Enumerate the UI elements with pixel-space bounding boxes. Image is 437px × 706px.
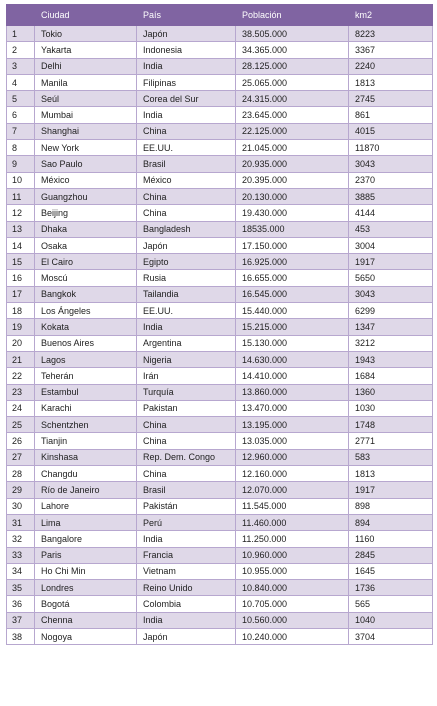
header-city: Ciudad [35,5,137,26]
area-cell: 1917 [349,254,433,270]
city-cell: Guangzhou [35,188,137,204]
city-cell: Londres [35,580,137,596]
country-cell: Filipinas [137,74,236,90]
rank-cell: 2 [7,42,35,58]
table-row [7,303,433,319]
rank-cell: 13 [7,221,35,237]
rank-cell: 24 [7,400,35,416]
area-cell: 1347 [349,319,433,335]
country-cell: Reino Unido [137,580,236,596]
country-cell: China [137,188,236,204]
table-row [7,400,433,416]
country-cell: EE.UU. [137,140,236,156]
header-country: País [137,5,236,26]
city-cell: Río de Janeiro [35,482,137,498]
table-row [7,254,433,270]
city-cell: Kokata [35,319,137,335]
rank-cell: 30 [7,498,35,514]
rank-cell: 23 [7,384,35,400]
area-cell: 2845 [349,547,433,563]
area-cell: 1030 [349,400,433,416]
population-cell: 34.365.000 [236,42,349,58]
rank-cell: 21 [7,351,35,367]
population-cell: 13.470.000 [236,400,349,416]
population-cell: 10.960.000 [236,547,349,563]
area-cell: 6299 [349,303,433,319]
country-cell: China [137,466,236,482]
population-cell: 10.240.000 [236,628,349,644]
country-cell: China [137,123,236,139]
rank-cell: 7 [7,123,35,139]
rank-cell: 31 [7,514,35,530]
population-cell: 19.430.000 [236,205,349,221]
area-cell: 894 [349,514,433,530]
population-cell: 20.935.000 [236,156,349,172]
rank-cell: 10 [7,172,35,188]
population-cell: 28.125.000 [236,58,349,74]
population-cell: 12.070.000 [236,482,349,498]
country-cell: India [137,612,236,628]
table-row [7,384,433,400]
header-area: km2 [349,5,433,26]
city-cell: Schentzhen [35,417,137,433]
area-cell: 4015 [349,123,433,139]
country-cell: Japón [137,237,236,253]
area-cell: 1943 [349,351,433,367]
country-cell: Tailandia [137,286,236,302]
country-cell: India [137,319,236,335]
table-row [7,221,433,237]
city-cell: Bangalore [35,531,137,547]
country-cell: Irán [137,368,236,384]
table-row [7,319,433,335]
population-cell: 17.150.000 [236,237,349,253]
area-cell: 3704 [349,628,433,644]
table-row [7,433,433,449]
cities-table [6,4,433,645]
table-row [7,335,433,351]
city-cell: Chenna [35,612,137,628]
rank-cell: 1 [7,26,35,42]
area-cell: 3885 [349,188,433,204]
city-cell: Manila [35,74,137,90]
country-cell: Colombia [137,596,236,612]
population-cell: 23.645.000 [236,107,349,123]
country-cell: Brasil [137,156,236,172]
country-cell: México [137,172,236,188]
area-cell: 1645 [349,563,433,579]
rank-cell: 17 [7,286,35,302]
population-cell: 14.630.000 [236,351,349,367]
table-row [7,531,433,547]
city-cell: Tokio [35,26,137,42]
country-cell: Indonesia [137,42,236,58]
city-cell: Lahore [35,498,137,514]
table-row [7,74,433,90]
table-row [7,596,433,612]
city-cell: Bangkok [35,286,137,302]
city-cell: Buenos Aires [35,335,137,351]
header-population: Población [236,5,349,26]
city-cell: Karachi [35,400,137,416]
area-cell: 8223 [349,26,433,42]
header-rank [7,5,35,26]
country-cell: Pakistan [137,400,236,416]
area-cell: 1360 [349,384,433,400]
country-cell: Argentina [137,335,236,351]
city-cell: Kinshasa [35,449,137,465]
country-cell: Corea del Sur [137,91,236,107]
country-cell: Francia [137,547,236,563]
table-row [7,628,433,644]
area-cell: 1813 [349,74,433,90]
city-cell: Beijing [35,205,137,221]
table-row [7,237,433,253]
table-row [7,156,433,172]
population-cell: 12.960.000 [236,449,349,465]
population-cell: 38.505.000 [236,26,349,42]
city-cell: México [35,172,137,188]
rank-cell: 5 [7,91,35,107]
city-cell: Bogotá [35,596,137,612]
city-cell: El Cairo [35,254,137,270]
area-cell: 2771 [349,433,433,449]
country-cell: Japón [137,628,236,644]
rank-cell: 11 [7,188,35,204]
population-cell: 13.195.000 [236,417,349,433]
table-row [7,42,433,58]
table-row [7,417,433,433]
population-cell: 15.130.000 [236,335,349,351]
table-row [7,26,433,42]
area-cell: 1040 [349,612,433,628]
population-cell: 11.545.000 [236,498,349,514]
city-cell: Dhaka [35,221,137,237]
table-row [7,498,433,514]
country-cell: China [137,205,236,221]
rank-cell: 8 [7,140,35,156]
rank-cell: 37 [7,612,35,628]
city-cell: Tianjin [35,433,137,449]
table-row [7,482,433,498]
city-cell: Seúl [35,91,137,107]
area-cell: 861 [349,107,433,123]
table-row [7,172,433,188]
area-cell: 4144 [349,205,433,221]
table-row [7,286,433,302]
table-row [7,123,433,139]
table-header-row [7,5,433,26]
city-cell: Sao Paulo [35,156,137,172]
rank-cell: 12 [7,205,35,221]
population-cell: 10.705.000 [236,596,349,612]
city-cell: Ho Chi Min [35,563,137,579]
rank-cell: 33 [7,547,35,563]
rank-cell: 26 [7,433,35,449]
city-cell: Estambul [35,384,137,400]
area-cell: 1684 [349,368,433,384]
rank-cell: 22 [7,368,35,384]
country-cell: Vietnam [137,563,236,579]
city-cell: Teherán [35,368,137,384]
country-cell: China [137,433,236,449]
table-row [7,351,433,367]
area-cell: 1813 [349,466,433,482]
city-cell: Shanghai [35,123,137,139]
population-cell: 10.955.000 [236,563,349,579]
population-cell: 11.460.000 [236,514,349,530]
area-cell: 11870 [349,140,433,156]
city-cell: Mumbai [35,107,137,123]
table-row [7,107,433,123]
country-cell: Bangladesh [137,221,236,237]
table-row [7,580,433,596]
area-cell: 1736 [349,580,433,596]
area-cell: 2370 [349,172,433,188]
city-cell: Los Ángeles [35,303,137,319]
table-row [7,205,433,221]
country-cell: Pakistán [137,498,236,514]
rank-cell: 28 [7,466,35,482]
area-cell: 453 [349,221,433,237]
table-row [7,140,433,156]
country-cell: Japón [137,26,236,42]
table-row [7,547,433,563]
table-row [7,449,433,465]
area-cell: 1917 [349,482,433,498]
rank-cell: 38 [7,628,35,644]
rank-cell: 34 [7,563,35,579]
country-cell: India [137,58,236,74]
rank-cell: 32 [7,531,35,547]
population-cell: 20.395.000 [236,172,349,188]
city-cell: Osaka [35,237,137,253]
country-cell: Nigeria [137,351,236,367]
table-row [7,466,433,482]
population-cell: 22.125.000 [236,123,349,139]
country-cell: Brasil [137,482,236,498]
area-cell: 3043 [349,286,433,302]
area-cell: 3004 [349,237,433,253]
rank-cell: 16 [7,270,35,286]
population-cell: 13.035.000 [236,433,349,449]
area-cell: 2240 [349,58,433,74]
table-row [7,368,433,384]
area-cell: 583 [349,449,433,465]
rank-cell: 9 [7,156,35,172]
population-cell: 10.560.000 [236,612,349,628]
area-cell: 3212 [349,335,433,351]
table-body [7,26,433,645]
area-cell: 3043 [349,156,433,172]
area-cell: 5650 [349,270,433,286]
area-cell: 898 [349,498,433,514]
area-cell: 2745 [349,91,433,107]
population-cell: 14.410.000 [236,368,349,384]
population-cell: 25.065.000 [236,74,349,90]
table-row [7,514,433,530]
rank-cell: 19 [7,319,35,335]
table-row [7,188,433,204]
country-cell: China [137,417,236,433]
rank-cell: 20 [7,335,35,351]
rank-cell: 27 [7,449,35,465]
population-cell: 24.315.000 [236,91,349,107]
city-cell: Moscú [35,270,137,286]
rank-cell: 25 [7,417,35,433]
city-cell: Changdu [35,466,137,482]
country-cell: India [137,531,236,547]
rank-cell: 35 [7,580,35,596]
country-cell: India [137,107,236,123]
rank-cell: 6 [7,107,35,123]
population-cell: 11.250.000 [236,531,349,547]
population-cell: 16.925.000 [236,254,349,270]
rank-cell: 36 [7,596,35,612]
area-cell: 1160 [349,531,433,547]
city-cell: Yakarta [35,42,137,58]
country-cell: EE.UU. [137,303,236,319]
rank-cell: 4 [7,74,35,90]
population-cell: 12.160.000 [236,466,349,482]
population-cell: 15.215.000 [236,319,349,335]
rank-cell: 15 [7,254,35,270]
population-cell: 13.860.000 [236,384,349,400]
table-row [7,91,433,107]
area-cell: 565 [349,596,433,612]
rank-cell: 29 [7,482,35,498]
city-cell: Paris [35,547,137,563]
city-cell: Delhi [35,58,137,74]
population-cell: 16.655.000 [236,270,349,286]
rank-cell: 14 [7,237,35,253]
country-cell: Rep. Dem. Congo [137,449,236,465]
country-cell: Egipto [137,254,236,270]
city-cell: New York [35,140,137,156]
country-cell: Turquía [137,384,236,400]
population-cell: 18535.000 [236,221,349,237]
population-cell: 21.045.000 [236,140,349,156]
rank-cell: 3 [7,58,35,74]
rank-cell: 18 [7,303,35,319]
population-cell: 15.440.000 [236,303,349,319]
city-cell: Nogoya [35,628,137,644]
country-cell: Rusia [137,270,236,286]
population-cell: 10.840.000 [236,580,349,596]
table-row [7,58,433,74]
table-row [7,563,433,579]
table-row [7,612,433,628]
area-cell: 3367 [349,42,433,58]
population-cell: 20.130.000 [236,188,349,204]
country-cell: Perú [137,514,236,530]
area-cell: 1748 [349,417,433,433]
city-cell: Lima [35,514,137,530]
table-row [7,270,433,286]
city-cell: Lagos [35,351,137,367]
population-cell: 16.545.000 [236,286,349,302]
